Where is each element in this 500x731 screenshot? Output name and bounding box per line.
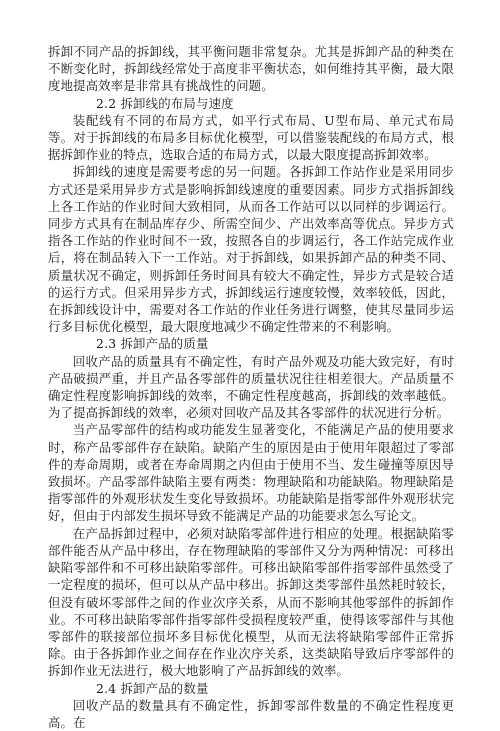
section-heading-2-2: 2.2 拆卸线的布局与速度 <box>96 95 234 111</box>
section-heading-2-3: 2.3 拆卸产品的质量 <box>96 336 209 352</box>
top-margin <box>48 0 454 43</box>
paragraph-2-2-speed: 拆卸线的速度是需要考虑的另一问题。各拆卸工作站作业是采用同步方式还是采用异步方式是影响拆卸线速度的重要因素。同步方式指拆卸线上各工作站的作业时间大致相同，从而各工作站可以以同样的步调运行。同步方式具有在制品库存少、所需空间少、产出效率高等优点。异步方式指各工作站的作业时间不一致，按照各自的步调运行，各工作站完成作业后，将在制品转入下一工作站。对于拆卸线，如果拆卸产品的种类不同、质量状况不确定，则拆卸任务时间具有较大不确定性，异步方式是较合适的运行方式。但采用异步方式，拆卸线运行速度较慢，效率较低，因此，在拆卸线设计中，需要对各工作站的作业任务进行调整，使其尽量同步运行多目标优化模型，最大限度地减少不确定性带来的不利影响。 <box>48 164 454 335</box>
section-heading-2-4: 2.4 拆卸产品的数量 <box>96 680 209 696</box>
paragraph-2-2-layout: 装配线有不同的布局方式，如平行式布局、U型布局、单元式布局等。对于拆卸线的布局多目标优化模型，可以借鉴装配线的布局方式，根据拆卸作业的特点，选取合适的布局方式，以最大限度提高拆卸效率。 <box>48 112 454 163</box>
paragraph-2-3-handling: 在产品拆卸过程中，必须对缺陷零部件进行相应的处理。根据缺陷零部件能否从产品中移出，存在物理缺陷的零部件又分为两种情况：可移出缺陷零部件和不可移出缺陷零部件。可移出缺陷零部件指零部件虽然受了一定程度的损坏，但可以从产品中移出。拆卸这类零部件虽然耗时较长，但没有破坏零部件之间的作业次序关系，从而不影响其他零部件的拆卸作业。不可移出缺陷零部件指零部件受损程度较严重，使得该零部件与其他零部件的联接部位损坏多目标优化模型，从而无法将缺陷零部件正常拆除。由于各拆卸作业之间存在作业次序关系，这类缺陷导致后序零部件的拆卸作业无法进行，极大地影响了产品拆卸线的效率。 <box>48 525 454 679</box>
intro-paragraph: 拆卸不同产品的拆卸线，其平衡问题非常复杂。尤其是拆卸产品的种类在不断变化时，拆卸线经常处于高度非平衡状态，如何维持其平衡，最大限度地提高效率是非常具有挑战性的问题。 <box>48 44 454 94</box>
paragraph-2-3-quality: 回收产品的质量具有不确定性，有时产品外观及功能大致完好，有时产品破损严重，并且产品各零部件的质量状况往往相差很大。产品质量不确定性程度影响拆卸线的效率，不确定性程度越高，拆卸线的效率越低。为了提高拆卸线的效率，必须对回收产品及其各零部件的状况进行分析。 <box>48 353 454 421</box>
paragraph-2-4-quantity: 回收产品的数量具有不确定性，拆卸零部件数量的不确定性程度更高。在 <box>48 697 454 730</box>
paragraph-2-3-defects: 当产品零部件的结构或功能发生显著变化，不能满足产品的使用要求时，称产品零部件存在缺陷。缺陷产生的原因是由于使用年限超过了零部件的寿命周期，或者在寿命周期之内但由于使用不当、发生碰撞等原因导致损坏。产品零部件缺陷主要有两类：物理缺陷和功能缺陷。物理缺陷是指零部件的外观形状发生变化导致损坏。功能缺陷是指零部件外观形状完好，但由于内部发生损坏导致不能满足产品的功能要求怎么写论文。 <box>48 422 454 524</box>
